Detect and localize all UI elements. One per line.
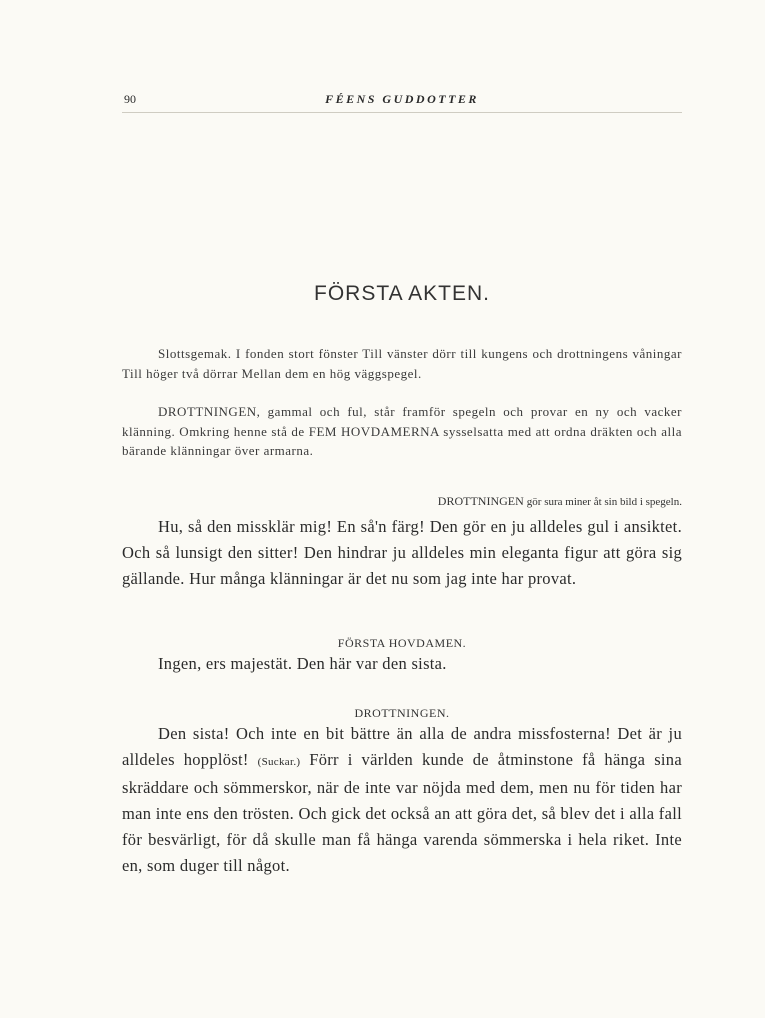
stage-direction xyxy=(122,494,682,509)
stage-characters: DROTTNINGEN, gammal och ful, står framför spegeln och provar en ny och vacker klänning. Omkring henne stå de FEM HOVDAMERNA sysselsatta med att ordna dräkten och alla bärande klänningar över armarna. xyxy=(122,404,682,458)
act-title: FÖRSTA AKTEN. xyxy=(314,282,490,305)
running-title: FÉENS GUDDOTTER xyxy=(325,92,479,106)
stage-setting: Slottsgemak. I fonden stort fönster Till vänster dörr till kungens och drottningens våningar Till höger två dörrar Mellan dem en hög väggspegel. xyxy=(122,346,682,381)
speech-queen-2-part1: Den sista! Och inte en bit bättre än alla de andra missfosterna! Det är ju alldeles hopplöst! xyxy=(122,724,682,769)
speech-queen-1: Hu, så den missklär mig! En så'n färg! Den gör en ju alldeles gul i ansiktet. Och så lunsigt den sitter! Den hindrar ju alldeles min eleganta figur att göra sig gällande. Hur många klänningar är det nu som jag inte har provat. xyxy=(122,517,682,588)
page-header xyxy=(122,92,682,113)
speaker-first-lady: FÖRSTA HOVDAMEN. xyxy=(337,636,467,650)
speech-aside: (Suckar.) xyxy=(257,756,301,768)
speech-queen-2 xyxy=(122,721,682,879)
page-number: 90 xyxy=(124,92,136,106)
speech-queen-2-part2: Förr i världen kunde de åtminstone få hänga sina skräddare och sömmerskor, när de inte var nöjda med dem, men nu för tiden har man inte ens den trösten. Och gick det också an att göra det, så blev det i alla fall för besvärligt, för då skulle man få hänga varenda sömmerska i hela riket. Inte en, som duger till något. xyxy=(122,750,682,875)
stage-direction-speaker: DROTTNINGEN xyxy=(437,494,524,508)
speaker-queen: DROTTNINGEN. xyxy=(354,706,450,720)
speech-first-lady: Ingen, ers majestät. Den här var den sista. xyxy=(158,654,447,673)
stage-direction-action: gör sura miner åt sin bild i spegeln. xyxy=(526,496,682,508)
